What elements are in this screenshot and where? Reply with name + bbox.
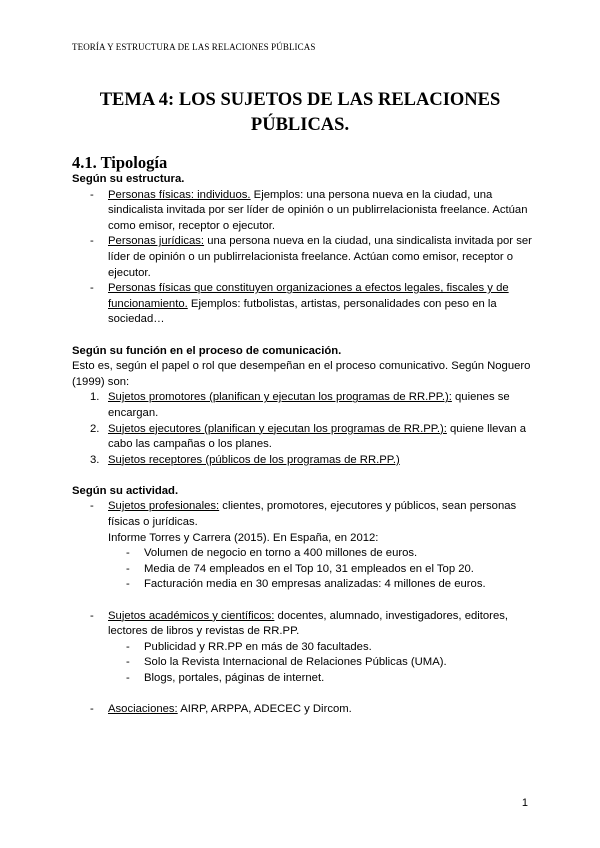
list-item: - Publicidad y RR.PP en más de 30 facultades. xyxy=(144,640,532,656)
actividad-list xyxy=(72,499,532,717)
list-item: - Solo la Revista Internacional de Relaciones Públicas (UMA). xyxy=(144,655,532,671)
informe-line: Informe Torres y Carrera (2015). En España, en 2012: xyxy=(108,531,379,544)
list-item: - Personas físicas que constituyen organizaciones a efectos legales, fiscales y de funcionamiento. Ejemplos: futbolistas, artistas, personalidades con peso en la sociedad… xyxy=(108,281,532,328)
funcion-intro: Esto es, según el papel o rol que desempeñan en el proceso comunicativo. Según Noguero (1999) son: xyxy=(72,360,531,388)
page-number: 1 xyxy=(521,797,528,809)
title-line-1: TEMA 4: LOS SUJETOS DE LAS RELACIONES xyxy=(99,90,501,110)
list-item: - Media de 74 empleados en el Top 10, 31 empleados en el Top 20. xyxy=(144,562,532,578)
list-item: 3. Sujetos receptores (públicos de los programas de RR.PP.) xyxy=(90,453,400,466)
subheading-funcion: Según su función en el proceso de comunicación. xyxy=(72,344,342,357)
estructura-list xyxy=(72,188,532,328)
document-body xyxy=(72,172,532,718)
list-item: - Facturación media en 30 empresas analizadas: 4 millones de euros. xyxy=(144,577,532,593)
title-line-2: PÚBLICAS. xyxy=(250,115,350,135)
section-title: 4.1. Tipología xyxy=(72,153,168,172)
subheading-actividad: Según su actividad. xyxy=(72,484,179,497)
funcion-list xyxy=(72,390,532,468)
academicos-sublist xyxy=(108,640,532,687)
list-item: - Sujetos académicos y científicos: docentes, alumnado, investigadores, editores, lectores de libros y revistas de RR.PP. - Publicidad y RR.PP en más de 30 facultades. - Solo la Revista Internacional de Relaciones Públicas (UMA). - Blogs, portales, páginas de internet. xyxy=(108,609,532,703)
document-title xyxy=(72,88,528,138)
list-item: 2. Sujetos ejecutores (planifican y ejecutan los programas de RR.PP.): quiene llevan a cabo las campañas o los planes. xyxy=(90,422,527,451)
list-item: - Volumen de negocio en torno a 400 millones de euros. xyxy=(144,546,532,562)
list-item: - Asociaciones: AIRP, ARPPA, ADECEC y Dircom. xyxy=(108,702,532,718)
list-item: - Personas jurídicas: una persona nueva en la ciudad, una sindicalista invitada por ser líder de opinión o un publirrelacionista freelance. Actúan como emisor, receptor o ejecutor. xyxy=(108,234,532,281)
profesionales-sublist xyxy=(108,546,532,593)
list-item: - Personas físicas: individuos. Ejemplos: una persona nueva en la ciudad, una sindicalista invitada por ser líder de opinión o un publirrelacionista freelance. Actúan como emisor, receptor o ejecutor. xyxy=(108,188,532,235)
list-item: - Sujetos profesionales: clientes, promotores, ejecutores y públicos, sean personas físicas o jurídicas. Informe Torres y Carrera (2015). En España, en 2012: - Volumen de negocio en torno a 400 millones de euros. - Media de 74 empleados en el Top 10, 31 empleados en el Top 20. - Facturación media en 30 empresas analizadas: 4 millones de euros. xyxy=(108,499,532,608)
subheading-estructura: Según su estructura. xyxy=(72,173,185,185)
running-header: TEORÍA Y ESTRUCTURA DE LAS RELACIONES PÚBLICAS xyxy=(72,42,316,52)
list-item: - Blogs, portales, páginas de internet. xyxy=(144,671,532,687)
list-item: 1. Sujetos promotores (planifican y ejecutan los programas de RR.PP.): quienes se encargan. xyxy=(90,391,510,419)
